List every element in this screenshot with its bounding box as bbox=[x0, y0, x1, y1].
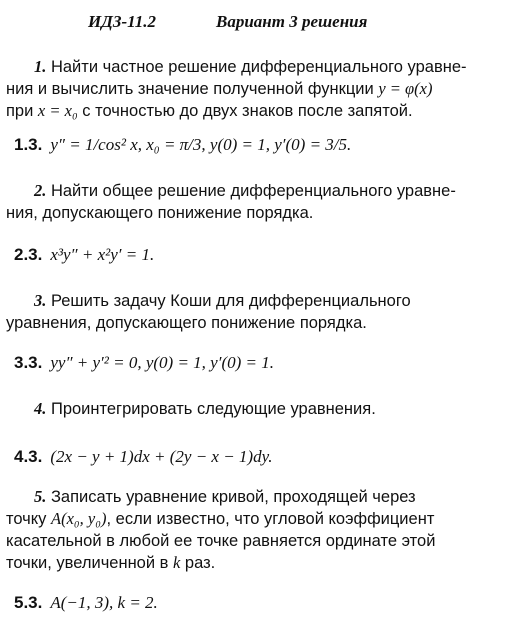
assignment-title: ИДЗ-11.2 bbox=[88, 12, 156, 31]
task-4 bbox=[6, 398, 494, 420]
task-2 bbox=[6, 180, 494, 224]
equation-1-3 bbox=[14, 134, 504, 156]
task-text: уравнения, допускающего понижение порядка. bbox=[6, 314, 367, 332]
task-text: Записать уравнение кривой, проходящей через bbox=[50, 488, 416, 506]
task-text: точки, увеличенной в bbox=[6, 554, 174, 572]
math-inline: y = φ(x) bbox=[378, 79, 433, 98]
math-inline: k bbox=[173, 553, 181, 572]
equation-formula: y″ = 1/cos² x, x₀ = π/3, y(0) = 1, y′(0) = 3/5. bbox=[50, 135, 352, 154]
equation-formula: x³y″ + x²y′ = 1. bbox=[50, 245, 155, 264]
equation-number: 5.3. bbox=[14, 593, 43, 612]
task-text: , если известно, что угловой коэффициент bbox=[106, 510, 435, 528]
task-5 bbox=[6, 486, 494, 574]
variant-title: Вариант 3 решения bbox=[216, 12, 368, 31]
task-number: 5. bbox=[34, 487, 47, 506]
task-text: с точностью до двух знаков после запятой. bbox=[77, 102, 413, 120]
task-text: Найти общее решение дифференциального уравне- bbox=[50, 182, 456, 200]
task-number: 4. bbox=[34, 399, 47, 418]
task-text: Проинтегрировать следующие уравнения. bbox=[50, 400, 376, 418]
equation-formula: yy″ + y′² = 0, y(0) = 1, y′(0) = 1. bbox=[50, 353, 274, 372]
equation-number: 4.3. bbox=[14, 447, 43, 466]
task-text: раз. bbox=[180, 554, 216, 572]
equation-formula: A(−1, 3), k = 2. bbox=[50, 593, 158, 612]
equation-number: 3.3. bbox=[14, 353, 43, 372]
equation-4-3 bbox=[14, 446, 504, 468]
task-text: точку bbox=[6, 510, 52, 528]
task-text: ния и вычислить значение полученной функции bbox=[6, 80, 379, 98]
equation-formula: (2x − y + 1)dx + (2y − x − 1)dy. bbox=[50, 447, 273, 466]
task-3 bbox=[6, 290, 494, 334]
equation-number: 1.3. bbox=[14, 135, 43, 154]
task-text: при bbox=[6, 102, 38, 120]
equation-number: 2.3. bbox=[14, 245, 43, 264]
equation-5-3 bbox=[14, 592, 504, 614]
math-inline: A(x₀, y₀) bbox=[51, 509, 107, 528]
task-text: Решить задачу Коши для дифференциального bbox=[50, 292, 411, 310]
task-text: Найти частное решение дифференциального уравне- bbox=[50, 58, 467, 76]
task-number: 1. bbox=[34, 57, 47, 76]
task-text: ния, допускающего понижение порядка. bbox=[6, 204, 314, 222]
task-text: касательной в любой ее точке равняется ординате этой bbox=[6, 532, 436, 550]
math-inline: x = x₀ bbox=[37, 101, 78, 120]
task-number: 3. bbox=[34, 291, 47, 310]
equation-2-3 bbox=[14, 244, 504, 266]
task-1 bbox=[6, 56, 494, 122]
equation-3-3 bbox=[14, 352, 504, 374]
document-header bbox=[0, 12, 520, 36]
task-number: 2. bbox=[34, 181, 47, 200]
